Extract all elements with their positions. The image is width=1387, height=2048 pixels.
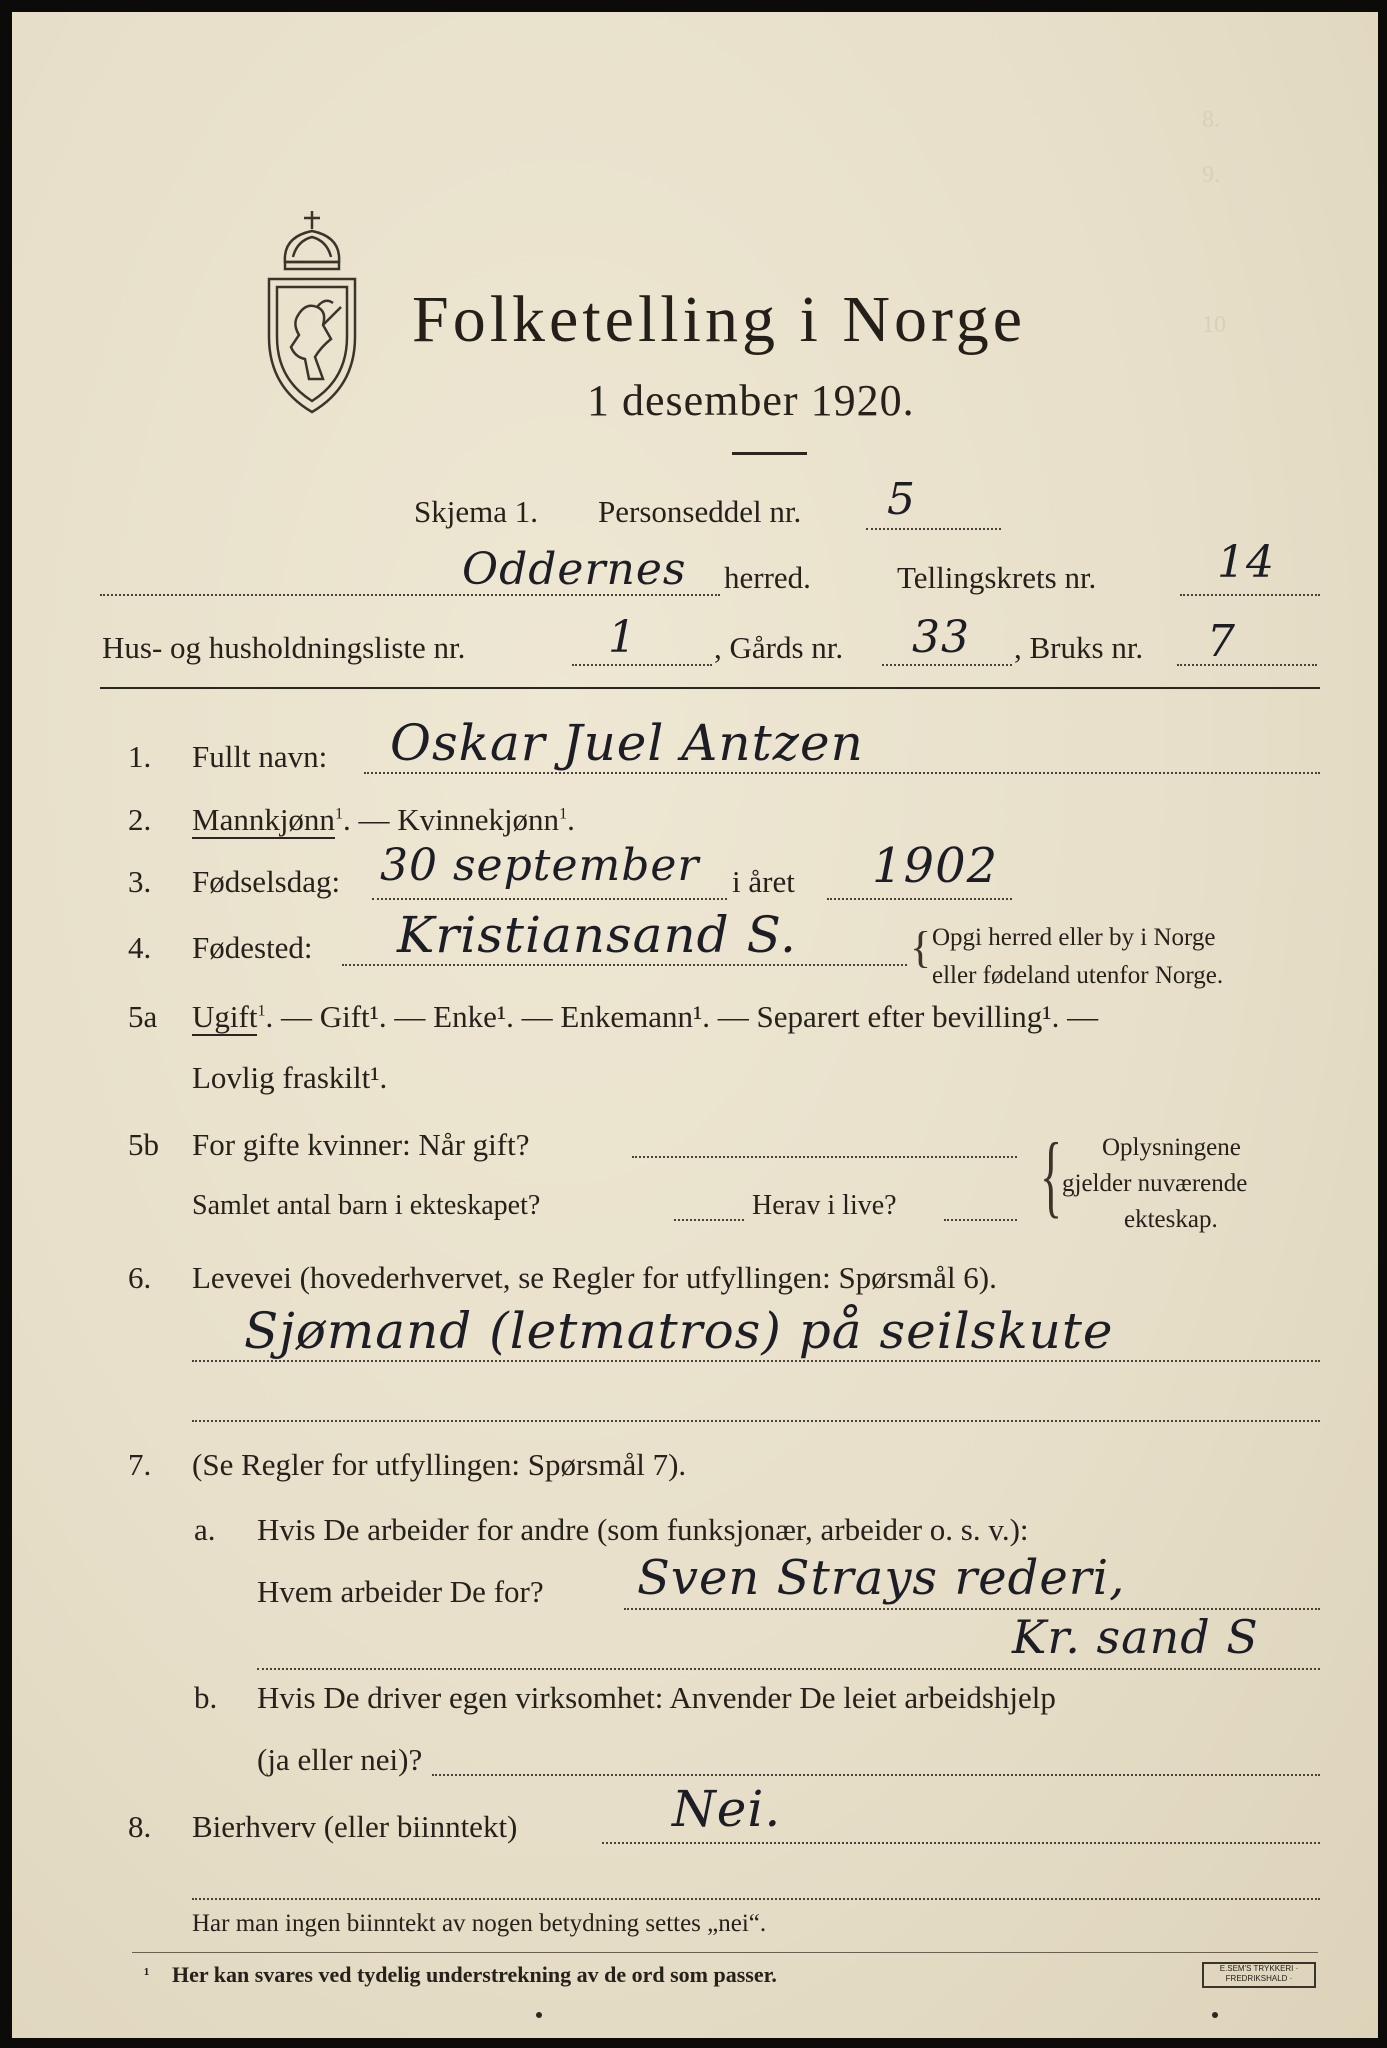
q7b-letter: b. [194, 1680, 218, 1715]
q5a-text: Ugift$^1$. — Gift¹. — Enke¹. — Enkemann¹. — Separert efter bevilling¹. — [192, 999, 1099, 1034]
footer-divider [132, 1952, 1318, 1953]
q3-number: 3. [128, 864, 152, 899]
q7a-question: Hvem arbeider De for? [257, 1574, 544, 1609]
q5b-label: For gifte kvinner: Når gift? [192, 1127, 530, 1162]
q8-number: 8. [128, 1809, 152, 1844]
q6-dotline-2 [192, 1420, 1320, 1422]
q6-dotline-1 [192, 1360, 1320, 1362]
q7a-letter: a. [194, 1512, 216, 1547]
herred-label: herred. [724, 560, 811, 595]
bleed-through-text: 8. [1202, 107, 1220, 133]
q3-year-value[interactable]: 1902 [872, 838, 999, 894]
q5b-number: 5b [128, 1127, 159, 1162]
q7a-dotline-2 [257, 1668, 1320, 1670]
q8-label: Bierhverv (eller biinntekt) [192, 1809, 518, 1844]
q7b-question: (ja eller nei)? [257, 1742, 423, 1777]
q8-value[interactable]: Nei. [672, 1780, 782, 1838]
q7-label: (Se Regler for utfyllingen: Spørsmål 7). [192, 1447, 687, 1482]
q3-label: Fødselsdag: [192, 864, 341, 899]
q7-number: 7. [128, 1447, 152, 1482]
q6-value[interactable]: Sjømand (letmatros) på seilskute [244, 1302, 1114, 1360]
q4-note-2: eller fødeland utenfor Norge. [932, 962, 1224, 989]
q5b-barn-label: Samlet antal barn i ekteskapet? [192, 1190, 541, 1221]
hus-value[interactable]: 1 [608, 612, 637, 663]
ink-dot [536, 2012, 542, 2018]
q5a-number: 5a [128, 999, 158, 1034]
footer-note: Har man ingen biinntekt av nogen betydning settes „nei“. [192, 1910, 767, 1937]
q3-mid-label: i året [732, 864, 795, 899]
ink-dot [1212, 2012, 1218, 2018]
q5b-live-label: Herav i live? [752, 1190, 897, 1221]
q3-day-dotline [372, 898, 727, 900]
q1-value[interactable]: Oskar Juel Antzen [390, 714, 864, 772]
bruks-dotline [1177, 664, 1317, 666]
footnote-text: Her kan svares ved tydelig understrekning av de ord som passer. [172, 1962, 777, 1987]
q3-year-dotline [827, 898, 1012, 900]
bleed-through-text: 9. [1202, 162, 1220, 188]
q7b-text: Hvis De driver egen virksomhet: Anvender De leiet arbeidshjelp [257, 1680, 1056, 1715]
q1-label: Fullt navn: [192, 739, 328, 774]
tellingskrets-dotline [1180, 594, 1320, 596]
q6-label: Levevei (hovederhvervet, se Regler for utfyllingen: Spørsmål 6). [192, 1260, 997, 1295]
tellingskrets-value[interactable]: 14 [1217, 537, 1275, 588]
q5b-barn-dotline [674, 1219, 744, 1221]
q5a-line-2[interactable]: Lovlig fraskilt¹. [192, 1060, 388, 1095]
q8-dotline [602, 1842, 1320, 1844]
q7a-value-1[interactable]: Sven Strays rederi, [637, 1550, 1126, 1606]
tellingskrets-label: Tellingskrets nr. [897, 560, 1097, 595]
q5b-note-2: gjelder nuværende [1062, 1170, 1248, 1197]
hus-dotline [572, 664, 712, 666]
q5b-brace: { [1040, 1124, 1063, 1226]
q4-number: 4. [128, 930, 152, 965]
q1-dotline [364, 772, 1320, 774]
q4-dotline [342, 964, 907, 966]
q4-label: Fødested: [192, 930, 313, 965]
q4-brace: { [910, 923, 932, 972]
q2-end: . [567, 802, 575, 837]
gards-dotline [882, 664, 1012, 666]
q5a-other-options[interactable]: . — Gift¹. — Enke¹. — Enkemann¹. — Separert efter bevilling¹. — [265, 999, 1099, 1034]
q2-kvinnekjonn-option[interactable]: Kvinnekjønn [397, 802, 560, 837]
census-date: 1 desember 1920. [587, 376, 915, 425]
q5b-note-3: ekteskap. [1124, 1206, 1218, 1233]
personseddel-value[interactable]: 5 [887, 474, 916, 525]
q5b-note-1: Oplysningene [1102, 1134, 1241, 1161]
bruks-value[interactable]: 7 [1207, 616, 1236, 667]
q6-number: 6. [128, 1260, 152, 1295]
bruks-label: , Bruks nr. [1014, 630, 1144, 665]
q7a-value-2[interactable]: Kr. sand S [1012, 1610, 1259, 1664]
q2-mannkjonn-option[interactable]: Mannkjønn [192, 802, 335, 837]
census-form-page [12, 12, 1378, 2038]
coat-of-arms-icon [257, 207, 367, 422]
q4-value[interactable]: Kristiansand S. [397, 906, 797, 964]
q3-value[interactable]: 30 september [380, 840, 700, 891]
herred-value[interactable]: Oddernes [462, 544, 687, 595]
footnote-mark: ¹ [144, 1964, 150, 1984]
skjema-label: Skjema 1. [414, 494, 538, 529]
header-divider [100, 687, 1320, 689]
printer-stamp: E.SEM'S TRYKKERI · FREDRIKSHALD · [1202, 1962, 1316, 1988]
gards-label: , Gårds nr. [714, 630, 844, 665]
title-divider [732, 452, 807, 455]
q2-text: Mannkjønn$^1$. — Kvinnekjønn$^1$. [192, 802, 575, 837]
page-title: Folketelling i Norge [412, 283, 1027, 356]
q5a-ugift-option[interactable]: Ugift [192, 999, 258, 1034]
q1-number: 1. [128, 739, 152, 774]
q7b-dotline [432, 1774, 1320, 1776]
q2-number: 2. [128, 802, 152, 837]
personseddel-label: Personseddel nr. [598, 494, 802, 529]
gards-value[interactable]: 33 [912, 612, 970, 663]
q8-dotline-2 [192, 1898, 1320, 1900]
q5b-married-dotline [632, 1156, 1017, 1158]
bleed-through-text: 10 [1202, 312, 1226, 338]
q2-separator: . — [342, 802, 398, 837]
personseddel-dotline [866, 528, 1001, 530]
q5b-live-dotline [944, 1219, 1017, 1221]
hus-label: Hus- og husholdningsliste nr. [102, 630, 466, 665]
q4-note-1: Opgi herred eller by i Norge [932, 924, 1216, 951]
q7a-text: Hvis De arbeider for andre (som funksjonær, arbeider o. s. v.): [257, 1512, 1029, 1547]
